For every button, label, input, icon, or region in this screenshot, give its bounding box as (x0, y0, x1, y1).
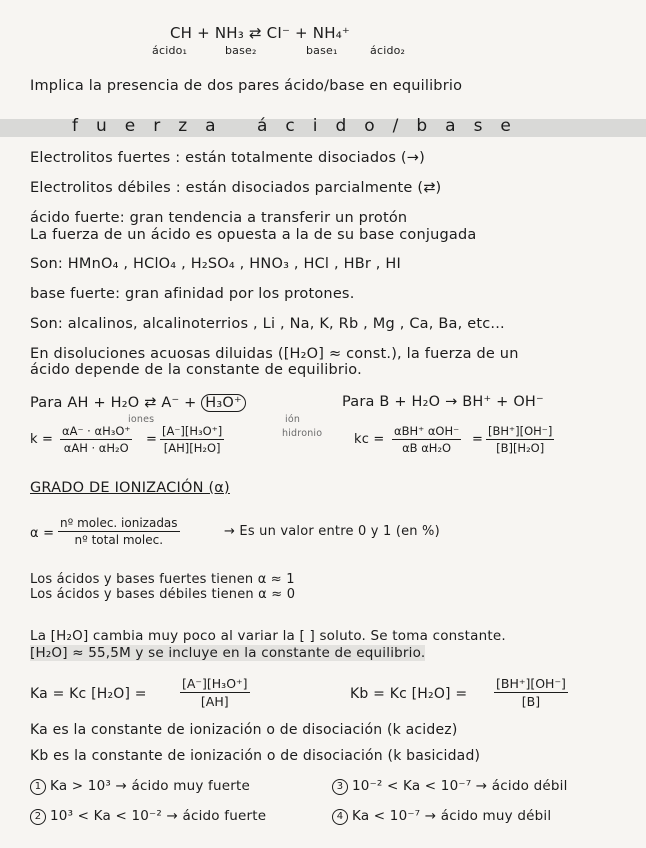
strong-alpha: Los ácidos y bases fuertes tienen α ≈ 1 (30, 572, 295, 587)
kb-definition: Kb es la constante de ionización o de disociación (k basicidad) (30, 748, 481, 764)
acid-strength-opposite: La fuerza de un ácido es opuesta a la de su base conjugada (30, 227, 477, 243)
k-acid-lhs: k = (30, 432, 54, 447)
para-acid-text: Para AH + H₂O ⇄ A⁻ + (30, 395, 197, 411)
weak-alpha: Los ácidos y bases débiles tienen α ≈ 0 (30, 587, 296, 602)
kb-fraction (494, 676, 568, 709)
k-acid-activity-den: αAH · αH₂O (63, 441, 129, 455)
weak-electrolytes: Electrolitos débiles : están disociados parcialmente (⇄) (30, 180, 442, 196)
case-number: 3 (332, 779, 348, 795)
k-base-conc-num: [BH⁺][OH⁻] (488, 424, 553, 438)
para-acid-equation (30, 394, 246, 412)
kb-den: [B] (521, 694, 541, 709)
label-base2: base₂ (225, 44, 257, 57)
strong-acids-list: Son: HMnO₄ , HClO₄ , H₂SO₄ , HNO₃ , HCl , HBr , HI (30, 256, 402, 272)
k-base-activity-fraction (392, 424, 461, 455)
ka-num: [A⁻][H₃O⁺] (182, 676, 248, 691)
ion-note: ión (285, 414, 301, 425)
k-base-activity-num: αBH⁺ αOH⁻ (394, 424, 460, 438)
strong-bases-list: Son: alcalinos, alcalinoterrios , Li , Na, K, Rb , Mg , Ca, Ba, etc... (30, 316, 505, 332)
label-acid2: ácido₂ (370, 44, 406, 57)
ka-definition: Ka es la constante de ionización o de disociación (k acidez) (30, 722, 458, 738)
case-text: Ka < 10⁻⁷ → ácido muy débil (352, 808, 552, 824)
case-item (332, 778, 568, 795)
ions-note: iones (128, 414, 155, 425)
ka-equation-lhs: Ka = Kc [H₂O] = (30, 686, 147, 702)
case-item (30, 808, 266, 825)
k-base-activity-den: αB αH₂O (402, 441, 452, 455)
k-acid-conc-num: [A⁻][H₃O⁺] (162, 424, 223, 438)
dilute-solutions-line1: En disoluciones acuosas diluidas ([H₂O] ≈ const.), la fuerza de un (30, 346, 519, 362)
k-acid-activity-fraction (60, 424, 132, 455)
ka-fraction (180, 676, 250, 709)
alpha-rhs: → Es un valor entre 0 y 1 (en %) (224, 524, 440, 539)
water-line1: La [H₂O] cambia muy poco al variar la [ ] soluto. Se toma constante. (30, 628, 506, 644)
kb-num: [BH⁺][OH⁻] (496, 676, 566, 691)
case-number: 4 (332, 809, 348, 825)
k-acid-conc-den: [AH][H₂O] (163, 441, 221, 455)
kb-equation-lhs: Kb = Kc [H₂O] = (350, 686, 468, 702)
water-line2: [H₂O] ≈ 55,5M y se incluye en la constante de equilibrio. (30, 645, 426, 661)
para-base-equation: Para B + H₂O → BH⁺ + OH⁻ (342, 394, 544, 410)
case-item (30, 778, 250, 795)
strong-electrolytes: Electrolitos fuertes : están totalmente disociados (→) (30, 150, 426, 166)
strong-base-definition: base fuerte: gran afinidad por los protones. (30, 286, 355, 302)
case-item (332, 808, 551, 825)
ka-den: [AH] (200, 694, 229, 709)
hydronium-circled: H₃O⁺ (201, 394, 246, 412)
hydronium-note: hidronio (282, 428, 323, 439)
alpha-den: nº total molec. (74, 533, 164, 547)
k-acid-activity-num: αA⁻ · αH₃O⁺ (62, 424, 131, 438)
case-number: 2 (30, 809, 46, 825)
label-acid1: ácido₁ (152, 44, 188, 57)
case-text: Ka > 10³ → ácido muy fuerte (50, 778, 250, 794)
dilute-solutions-line2: ácido depende de la constante de equilibrio. (30, 362, 362, 378)
alpha-num: nº molec. ionizadas (60, 516, 178, 530)
alpha-lhs: α = (30, 526, 55, 541)
k-base-concentration-fraction (486, 424, 554, 455)
case-number: 1 (30, 779, 46, 795)
case-text: 10⁻² < Ka < 10⁻⁷ → ácido débil (352, 778, 568, 794)
ionization-title: GRADO DE IONIZACIÓN (α) (30, 480, 230, 496)
section-title: fuerza ácido/base (72, 116, 529, 136)
k-acid-concentration-fraction (160, 424, 224, 455)
strong-acid-definition: ácido fuerte: gran tendencia a transferir un protón (30, 210, 408, 226)
implies-text: Implica la presencia de dos pares ácido/base en equilibrio (30, 78, 463, 94)
label-base1: base₁ (306, 44, 338, 57)
alpha-fraction (58, 516, 180, 547)
acid-base-equation: CH + NH₃ ⇄ CI⁻ + NH₄⁺ (170, 24, 351, 42)
k-base-conc-den: [B][H₂O] (496, 441, 545, 455)
k-base-lhs: kc = (354, 432, 385, 447)
case-text: 10³ < Ka < 10⁻² → ácido fuerte (50, 808, 267, 824)
